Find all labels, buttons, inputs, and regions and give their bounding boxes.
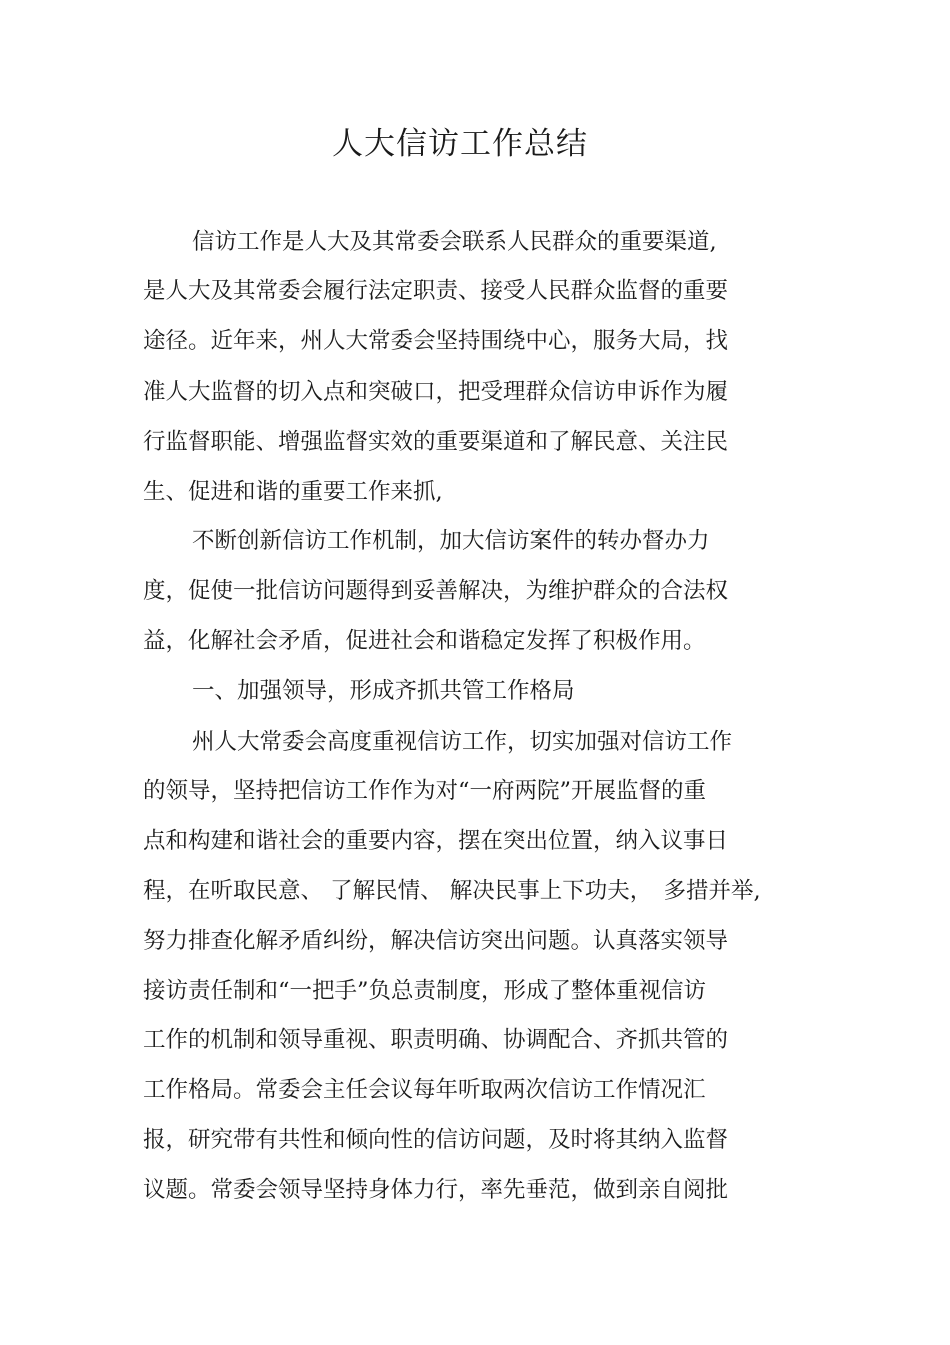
section-heading: 一、加强领导，形成齐抓共管工作格局 bbox=[192, 678, 575, 704]
paragraph-line: 准人大监督的切入点和突破口，把受理群众信访申诉作为履 bbox=[143, 379, 729, 405]
paragraph-line: 信访工作是人大及其常委会联系人民群众的重要渠道, bbox=[192, 229, 717, 255]
paragraph-line: 议题。常委会领导坚持身体力行，率先垂范，做到亲自阅批 bbox=[143, 1177, 729, 1203]
paragraph-line: 途径。近年来，州人大常委会坚持围绕中心，服务大局，找 bbox=[143, 328, 729, 354]
paragraph-line: 益，化解社会矛盾，促进社会和谐稳定发挥了积极作用。 bbox=[143, 628, 706, 654]
paragraph-line: 的领导，坚持把信访工作作为对“一府两院”开展监督的重 bbox=[143, 778, 707, 804]
paragraph-line: 报，研究带有共性和倾向性的信访问题，及时将其纳入监督 bbox=[143, 1127, 729, 1153]
document-title: 人大信访工作总结 bbox=[332, 126, 588, 162]
paragraph-line: 点和构建和谐社会的重要内容，摆在突出位置，纳入议事日 bbox=[143, 828, 729, 854]
paragraph-line: 生、促进和谐的重要工作来抓, bbox=[143, 479, 443, 505]
paragraph-line: 州人大常委会高度重视信访工作，切实加强对信访工作 bbox=[192, 729, 733, 755]
paragraph-line: 度，促使一批信访问题得到妥善解决，为维护群众的合法权 bbox=[143, 578, 729, 604]
paragraph-line: 工作格局。常委会主任会议每年听取两次信访工作情况汇 bbox=[143, 1077, 706, 1103]
paragraph-line: 接访责任制和“一把手”负总责制度，形成了整体重视信访 bbox=[143, 978, 707, 1004]
paragraph-line: 努力排查化解矛盾纠纷，解决信访突出问题。认真落实领导 bbox=[143, 928, 729, 954]
paragraph-line: 工作的机制和领导重视、职责明确、协调配合、齐抓共管的 bbox=[143, 1027, 729, 1053]
paragraph-line: 不断创新信访工作机制，加大信访案件的转办督办力 bbox=[192, 528, 710, 554]
paragraph-line: 是人大及其常委会履行法定职责、接受人民群众监督的重要 bbox=[143, 278, 729, 304]
paragraph-line: 行监督职能、增强监督实效的重要渠道和了解民意、关注民 bbox=[143, 429, 729, 455]
paragraph-line: 程，在听取民意、 了解民情、 解决民事上下功夫， 多措并举, bbox=[143, 878, 761, 904]
